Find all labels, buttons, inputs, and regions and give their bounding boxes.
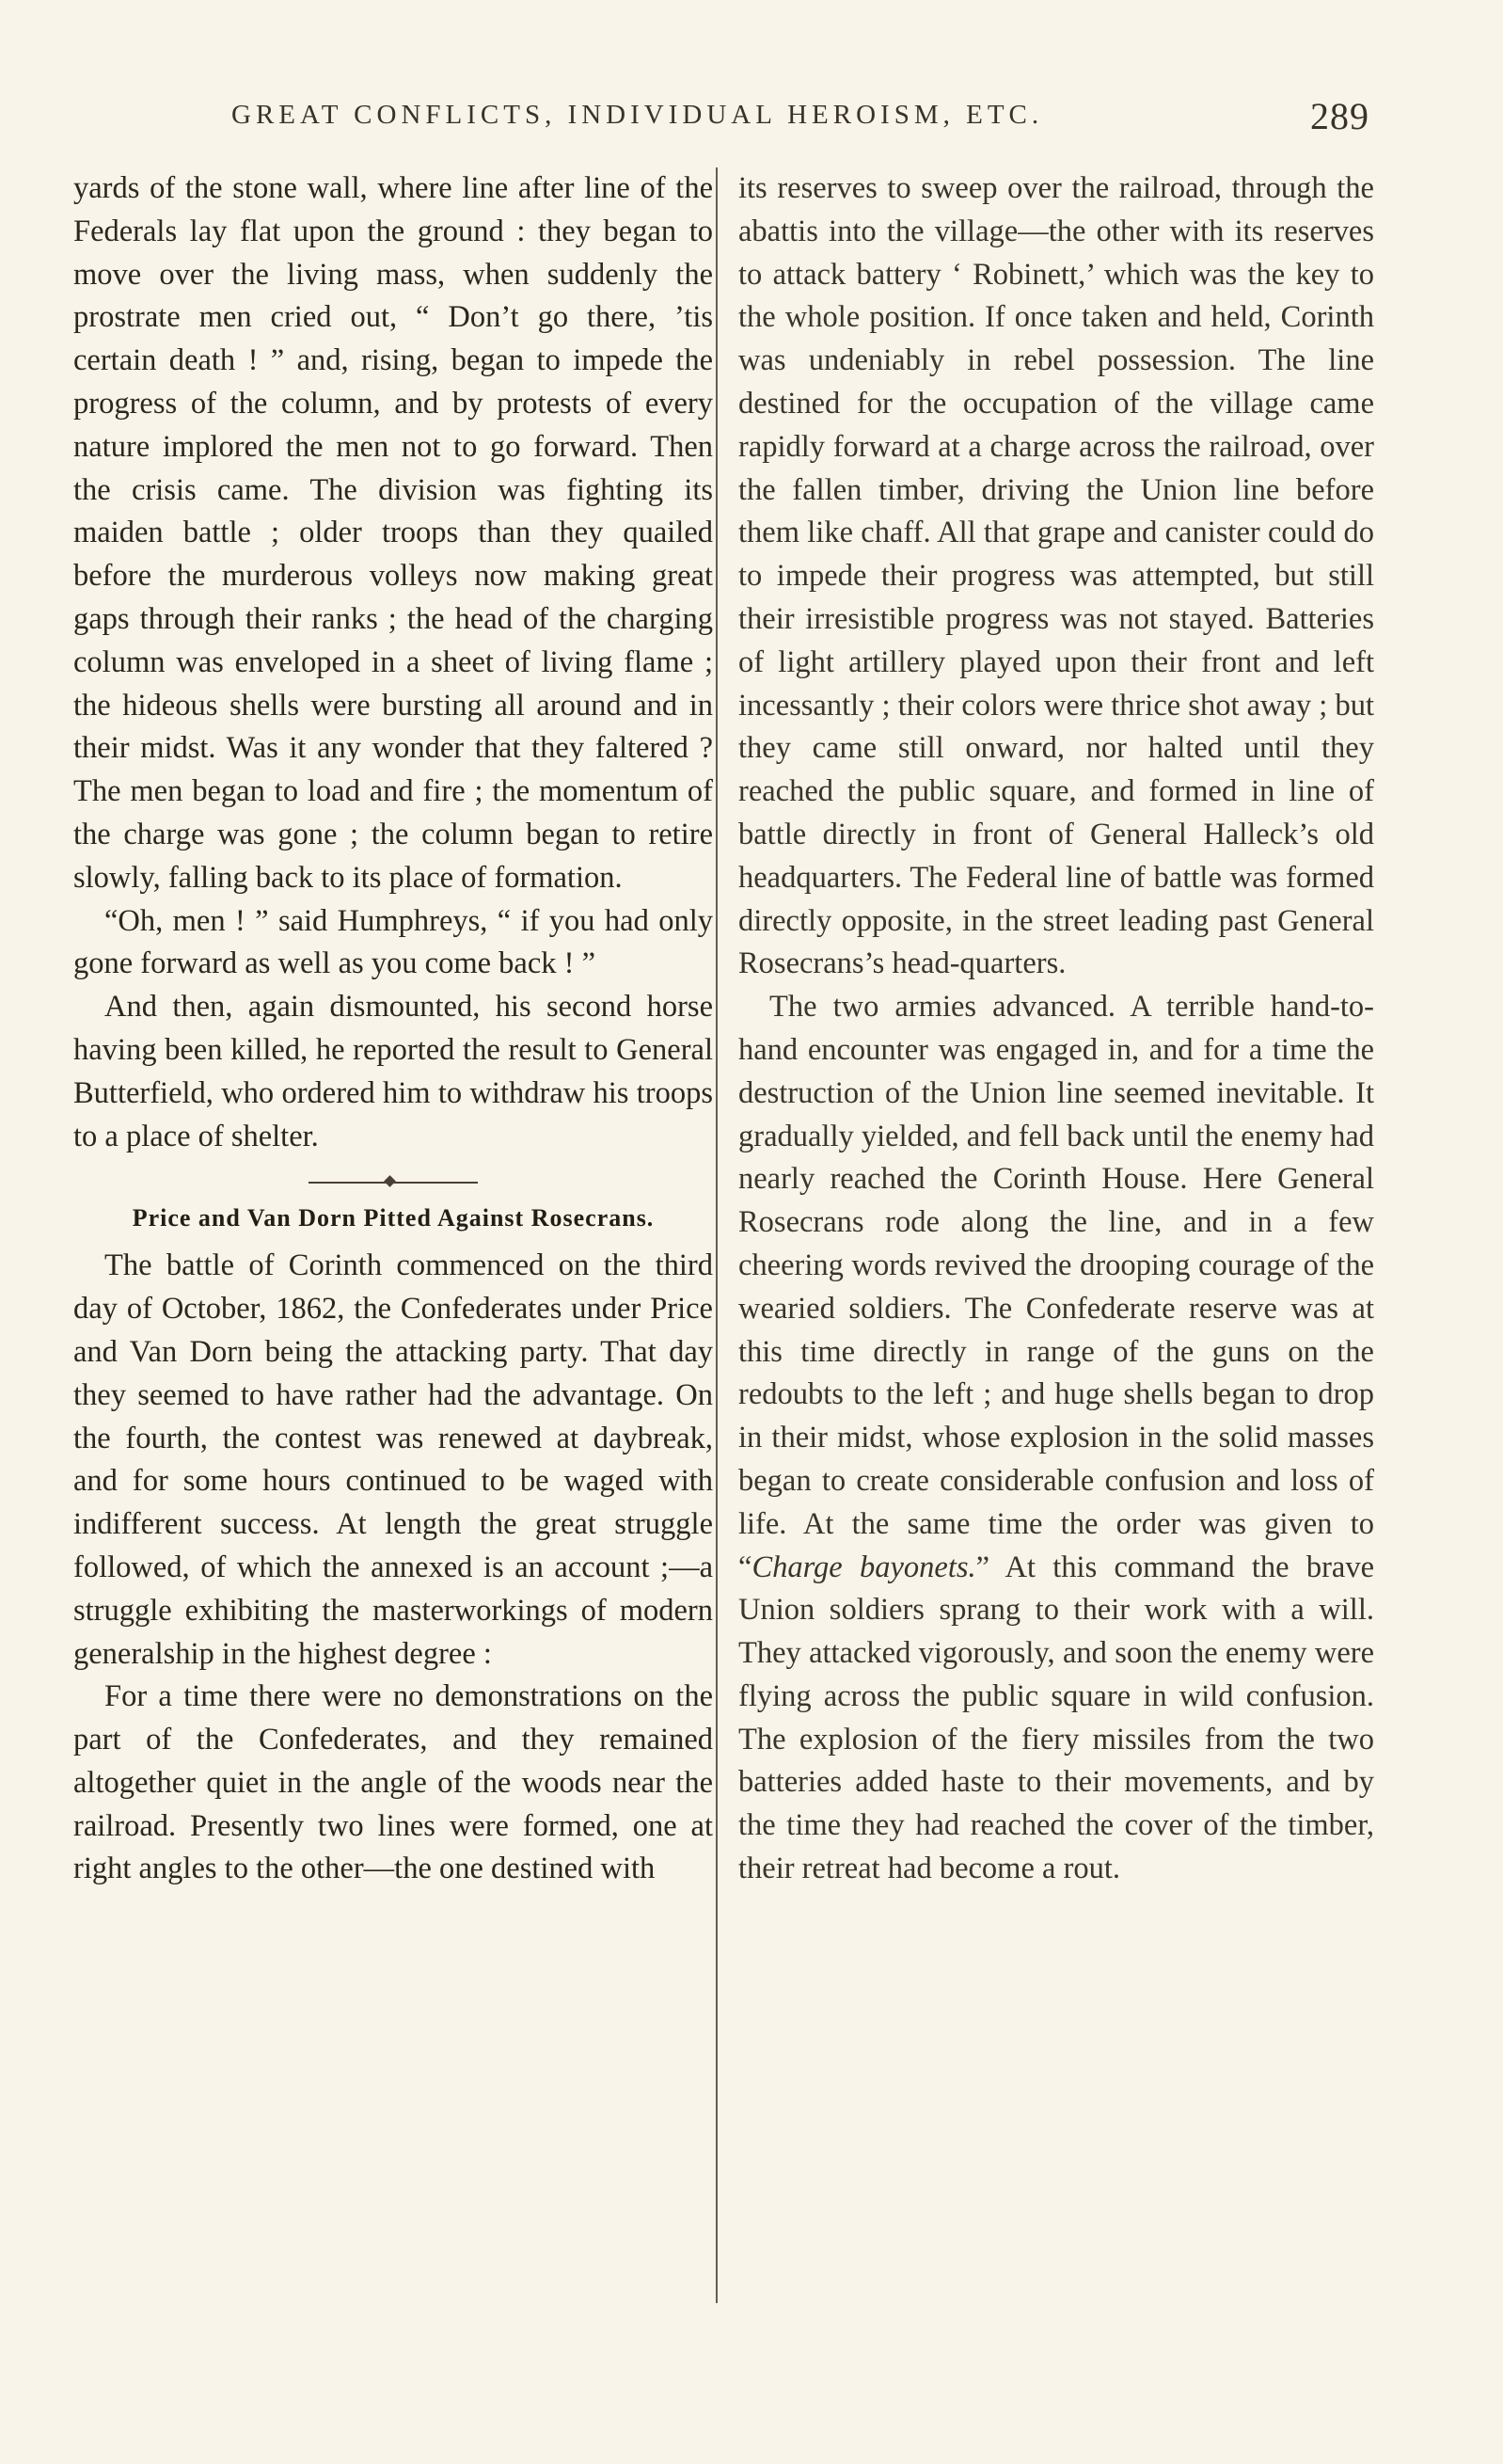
section-divider-ornament	[384, 1175, 396, 1187]
right-paragraph-1: its reserves to sweep over the railroad, through the abattis into the village—the other with its reserves to attack battery ‘ Robinett,’ which was the key to the whole position. If once taken and held, Corinth was undeniably in rebel possession. The line destined for the occupation of the village came rapidly forward at a charge across the railroad, over the fallen timber, driving the Union line before them like chaff. All that grape and canister could do to impede their progress was attempted, but still their irresistible progress was not stayed. Batteries of light artillery played upon their front and left incessantly ; their colors were thrice shot away ; but they came still onward, nor halted until they reached the public square, and formed in line of battle directly in front of General Halleck’s old headquarters. The Federal line of battle was formed directly opposite, in the street leading past General Rosecrans’s head-quarters.	[738, 171, 1374, 981]
section-heading: Price and Van Dorn Pitted Against Rosecrans.	[132, 1204, 655, 1232]
right-paragraph-2	[738, 986, 1374, 1891]
section-divider	[309, 1175, 478, 1190]
left-column	[73, 167, 713, 1891]
right-paragraph-2-text-start: The two armies advanced. A terrible hand-to-hand encounter was engaged in, and for a time the destruction of the Union line seemed inevitable. It gradually yielded, and fell back until the enemy had nearly reached the Corinth House. Here General Rosecrans rode along the line, and in a few cheering words revived the drooping courage of the wearied soldiers. The Confederate reserve was at this time directly in range of the guns on the redoubts to the left ; and huge shells began to drop in their midst, whose explosion in the solid masses began to create considerable confusion and loss of life. At the same time the order was given to “	[738, 990, 1374, 1584]
column-rule	[716, 167, 718, 2303]
right-column	[738, 167, 1374, 1891]
running-head: GREAT CONFLICTS, INDIVIDUAL HEROISM, ETC.	[231, 100, 1044, 130]
left-paragraph-4: The battle of Corinth commenced on the third day of October, 1862, the Confederates under Price and Van Dorn being the attacking party. That day they seemed to have rather had the advantage. On the fourth, the contest was renewed at daybreak, and for some hours continued to be waged with indifferent success. At length the great struggle followed, of which the annexed is an account ;—a struggle exhibiting the masterworkings of modern generalship in the highest degree :	[73, 1248, 713, 1671]
left-paragraph-2: “Oh, men ! ” said Humphreys, “ if you had only gone forward as well as you come back ! ”	[73, 903, 713, 981]
left-paragraph-3: And then, again dismounted, his second horse having been killed, he reported the result to General Butterfield, who ordered him to withdraw his troops to a place of shelter.	[73, 990, 713, 1153]
page-header	[71, 90, 1369, 147]
left-paragraph-5: For a time there were no demonstrations on the part of the Confederates, and they remained altogether quiet in the angle of the woods near the railroad. Presently two lines were formed, one at right angles to the other—the one destined with	[73, 1679, 713, 1886]
right-paragraph-2-text-end: ” At this command the brave Union soldiers sprang to their work with a will. They attacked vigorously, and soon the enemy were flying across the public square in wild confusion. The explosion of the fiery missiles from the two batteries added haste to their movements, and by the time they had reached the cover of the timber, their retreat had become a rout.	[738, 1550, 1374, 1886]
left-paragraph-1: yards of the stone wall, where line after line of the Federals lay flat upon the ground : they began to move over the living mass, when suddenly the prostrate men cried out, “ Don’t go there, ’tis certain death ! ” and, rising, began to impede the progress of the column, and by protests of every nature implored the men not to go forward. Then the crisis came. The division was fighting its maiden battle ; older troops than they quailed before the murderous volleys now making great gaps through their ranks ; the head of the charging column was enveloped in a sheet of living flame ; the hideous shells were bursting all around and in their midst. Was it any wonder that they faltered ? The men began to load and fire ; the momentum of the charge was gone ; the column began to retire slowly, falling back to its place of formation.	[73, 171, 713, 895]
charge-bayonets-emphasis: Charge bayonets.	[752, 1550, 976, 1584]
page-number: 289	[1310, 95, 1369, 137]
